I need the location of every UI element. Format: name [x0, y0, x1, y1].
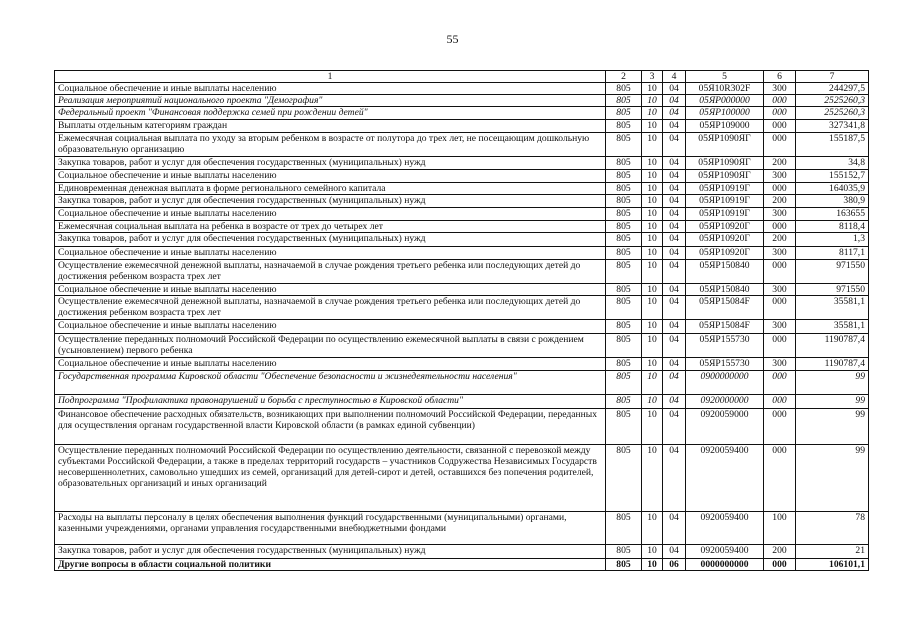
- row-name-cell: Единовременная денежная выплата в форме регионального семейного капитала: [55, 183, 606, 195]
- dept-code-cell: 805: [606, 545, 642, 559]
- dept-code-cell: 805: [606, 120, 642, 133]
- row-name-cell: Социальное обеспечение и иные выплаты населению: [55, 284, 606, 296]
- section-code-cell: 10: [642, 260, 663, 284]
- amount-cell: 106101,1: [796, 559, 869, 571]
- table-row: [55, 559, 869, 571]
- expense-type-cell: 300: [764, 320, 796, 334]
- expense-type-cell: 000: [764, 409, 796, 445]
- dept-code-cell: 805: [606, 247, 642, 260]
- table-row: [55, 334, 869, 358]
- amount-cell: 35581,1: [796, 320, 869, 334]
- subsection-code-cell: 04: [663, 260, 686, 284]
- subsection-code-cell: 04: [663, 120, 686, 133]
- amount-cell: 99: [796, 395, 869, 409]
- target-article-cell: 05ЯP10920Г: [686, 221, 764, 233]
- header-cell: 4: [663, 71, 686, 83]
- section-code-cell: 10: [642, 320, 663, 334]
- target-article-cell: 0920059400: [686, 445, 764, 512]
- amount-cell: 99: [796, 409, 869, 445]
- subsection-code-cell: 04: [663, 358, 686, 371]
- target-article-cell: 05ЯP1090ЯГ: [686, 133, 764, 157]
- amount-cell: 971550: [796, 284, 869, 296]
- expense-type-cell: 300: [764, 208, 796, 221]
- subsection-code-cell: 04: [663, 247, 686, 260]
- target-article-cell: 05ЯP1090ЯГ: [686, 170, 764, 183]
- header-cell: 1: [55, 71, 606, 83]
- subsection-code-cell: 06: [663, 559, 686, 571]
- row-name-cell: Расходы на выплаты персоналу в целях обеспечения выполнения функций государственными (муниципальными) органами, казенными учреждениями, органами управления государственными внебюджетными фондами: [55, 512, 606, 545]
- target-article-cell: 05ЯP155730: [686, 334, 764, 358]
- section-code-cell: 10: [642, 296, 663, 320]
- row-name-cell: Закупка товаров, работ и услуг для обеспечения государственных (муниципальных) нужд: [55, 195, 606, 208]
- section-code-cell: 10: [642, 157, 663, 170]
- subsection-code-cell: 04: [663, 409, 686, 445]
- subsection-code-cell: 04: [663, 445, 686, 512]
- target-article-cell: 05ЯP10919Г: [686, 195, 764, 208]
- dept-code-cell: 805: [606, 107, 642, 120]
- target-article-cell: 05Я10R302F: [686, 83, 764, 95]
- target-article-cell: 0000000000: [686, 559, 764, 571]
- row-name-cell: Подпрограмма "Профилактика правонарушений и борьба с преступностью в Кировской области": [55, 395, 606, 409]
- target-article-cell: 05ЯP10920Г: [686, 247, 764, 260]
- expense-type-cell: 000: [764, 107, 796, 120]
- target-article-cell: 05ЯP10919Г: [686, 208, 764, 221]
- expense-type-cell: 300: [764, 358, 796, 371]
- section-code-cell: 10: [642, 95, 663, 107]
- amount-cell: 1190787,4: [796, 358, 869, 371]
- table-row: [55, 284, 869, 296]
- amount-cell: 35581,1: [796, 296, 869, 320]
- row-name-cell: Выплаты отдельным категориям граждан: [55, 120, 606, 133]
- subsection-code-cell: 04: [663, 221, 686, 233]
- table-row: [55, 157, 869, 170]
- amount-cell: 163655: [796, 208, 869, 221]
- row-name-cell: Осуществление переданных полномочий Российской Федерации по осуществлению ежемесячной выплаты в связи с рождением (усыновлением) первого ребенка: [55, 334, 606, 358]
- expense-type-cell: 300: [764, 247, 796, 260]
- target-article-cell: 05ЯP10920Г: [686, 233, 764, 247]
- dept-code-cell: 805: [606, 83, 642, 95]
- subsection-code-cell: 04: [663, 83, 686, 95]
- target-article-cell: 05ЯP150840: [686, 284, 764, 296]
- header-cell: 2: [606, 71, 642, 83]
- row-name-cell: Социальное обеспечение и иные выплаты населению: [55, 170, 606, 183]
- row-name-cell: Социальное обеспечение и иные выплаты населению: [55, 320, 606, 334]
- dept-code-cell: 805: [606, 320, 642, 334]
- section-code-cell: 10: [642, 512, 663, 545]
- target-article-cell: 0920059000: [686, 409, 764, 445]
- target-article-cell: 05ЯP000000: [686, 95, 764, 107]
- subsection-code-cell: 04: [663, 320, 686, 334]
- expense-type-cell: 300: [764, 170, 796, 183]
- amount-cell: 8117,1: [796, 247, 869, 260]
- section-code-cell: 10: [642, 545, 663, 559]
- amount-cell: 1,3: [796, 233, 869, 247]
- section-code-cell: 10: [642, 170, 663, 183]
- table-row: [55, 208, 869, 221]
- dept-code-cell: 805: [606, 133, 642, 157]
- row-name-cell: Государственная программа Кировской области "Обеспечение безопасности и жизнедеятельности населения": [55, 371, 606, 395]
- subsection-code-cell: 04: [663, 512, 686, 545]
- expense-type-cell: 000: [764, 559, 796, 571]
- header-cell: 7: [796, 71, 869, 83]
- row-name-cell: Ежемесячная социальная выплата на ребенка в возрасте от трех до четырех лет: [55, 221, 606, 233]
- row-name-cell: Социальное обеспечение и иные выплаты населению: [55, 247, 606, 260]
- subsection-code-cell: 04: [663, 233, 686, 247]
- section-code-cell: 10: [642, 247, 663, 260]
- row-name-cell: Закупка товаров, работ и услуг для обеспечения государственных (муниципальных) нужд: [55, 157, 606, 170]
- subsection-code-cell: 04: [663, 183, 686, 195]
- section-code-cell: 10: [642, 358, 663, 371]
- expense-type-cell: 300: [764, 83, 796, 95]
- amount-cell: 155152,7: [796, 170, 869, 183]
- target-article-cell: 05ЯP15084F: [686, 296, 764, 320]
- row-name-cell: Осуществление ежемесячной денежной выплаты, назначаемой в случае рождения третьего ребенка или последующих детей до достижения ребенком возраста трех лет: [55, 260, 606, 284]
- target-article-cell: 0920059400: [686, 545, 764, 559]
- expense-type-cell: 200: [764, 195, 796, 208]
- table-row: [55, 358, 869, 371]
- amount-cell: 99: [796, 371, 869, 395]
- dept-code-cell: 805: [606, 233, 642, 247]
- section-code-cell: 10: [642, 445, 663, 512]
- table-row: [55, 395, 869, 409]
- table-row: [55, 170, 869, 183]
- expense-type-cell: 000: [764, 334, 796, 358]
- section-code-cell: 10: [642, 233, 663, 247]
- subsection-code-cell: 04: [663, 296, 686, 320]
- dept-code-cell: 805: [606, 371, 642, 395]
- target-article-cell: 0920059400: [686, 512, 764, 545]
- table-row: [55, 95, 869, 107]
- dept-code-cell: 805: [606, 559, 642, 571]
- section-code-cell: 10: [642, 208, 663, 221]
- table-row: [55, 120, 869, 133]
- dept-code-cell: 805: [606, 195, 642, 208]
- table-row: [55, 296, 869, 320]
- expense-type-cell: 000: [764, 395, 796, 409]
- row-name-cell: Закупка товаров, работ и услуг для обеспечения государственных (муниципальных) нужд: [55, 233, 606, 247]
- amount-cell: 78: [796, 512, 869, 545]
- table-row: [55, 371, 869, 395]
- section-code-cell: 10: [642, 559, 663, 571]
- row-name-cell: Финансовое обеспечение расходных обязательств, возникающих при выполнении полномочий Российской Федерации, переданных для осуществления органам государственной власти Кировской области (в рамках единой субвенции): [55, 409, 606, 445]
- target-article-cell: 05ЯP1090ЯГ: [686, 157, 764, 170]
- table-row: [55, 320, 869, 334]
- target-article-cell: 0920000000: [686, 395, 764, 409]
- target-article-cell: 05ЯP100000: [686, 107, 764, 120]
- table-row: [55, 512, 869, 545]
- header-cell: 5: [686, 71, 764, 83]
- expense-type-cell: 000: [764, 445, 796, 512]
- expense-type-cell: 000: [764, 120, 796, 133]
- amount-cell: 1190787,4: [796, 334, 869, 358]
- header-cell: 3: [642, 71, 663, 83]
- section-code-cell: 10: [642, 107, 663, 120]
- subsection-code-cell: 04: [663, 545, 686, 559]
- expense-type-cell: 200: [764, 545, 796, 559]
- row-name-cell: Осуществление ежемесячной денежной выплаты, назначаемой в случае рождения третьего ребенка или последующих детей до достижения ребенком возраста трех лет: [55, 296, 606, 320]
- subsection-code-cell: 04: [663, 371, 686, 395]
- dept-code-cell: 805: [606, 284, 642, 296]
- table-row: [55, 260, 869, 284]
- budget-table: [54, 70, 869, 571]
- dept-code-cell: 805: [606, 95, 642, 107]
- subsection-code-cell: 04: [663, 334, 686, 358]
- amount-cell: 155187,5: [796, 133, 869, 157]
- section-code-cell: 10: [642, 284, 663, 296]
- section-code-cell: 10: [642, 395, 663, 409]
- amount-cell: 2525260,3: [796, 107, 869, 120]
- target-article-cell: 0900000000: [686, 371, 764, 395]
- expense-type-cell: 000: [764, 95, 796, 107]
- dept-code-cell: 805: [606, 296, 642, 320]
- dept-code-cell: 805: [606, 512, 642, 545]
- section-code-cell: 10: [642, 334, 663, 358]
- row-name-cell: Социальное обеспечение и иные выплаты населению: [55, 83, 606, 95]
- amount-cell: 164035,9: [796, 183, 869, 195]
- row-name-cell: Федеральный проект "Финансовая поддержка семей при рождении детей": [55, 107, 606, 120]
- dept-code-cell: 805: [606, 395, 642, 409]
- row-name-cell: Социальное обеспечение и иные выплаты населению: [55, 208, 606, 221]
- dept-code-cell: 805: [606, 358, 642, 371]
- expense-type-cell: 200: [764, 157, 796, 170]
- table-row: [55, 445, 869, 512]
- row-name-cell: Социальное обеспечение и иные выплаты населению: [55, 358, 606, 371]
- dept-code-cell: 805: [606, 445, 642, 512]
- row-name-cell: Закупка товаров, работ и услуг для обеспечения государственных (муниципальных) нужд: [55, 545, 606, 559]
- dept-code-cell: 805: [606, 334, 642, 358]
- table-row: [55, 221, 869, 233]
- header-cell: 6: [764, 71, 796, 83]
- subsection-code-cell: 04: [663, 395, 686, 409]
- target-article-cell: 05ЯP155730: [686, 358, 764, 371]
- dept-code-cell: 805: [606, 157, 642, 170]
- dept-code-cell: 805: [606, 170, 642, 183]
- table-row: [55, 83, 869, 95]
- dept-code-cell: 805: [606, 208, 642, 221]
- row-name-cell: Реализация мероприятий национального проекта "Демография": [55, 95, 606, 107]
- section-code-cell: 10: [642, 195, 663, 208]
- dept-code-cell: 805: [606, 183, 642, 195]
- amount-cell: 244297,5: [796, 83, 869, 95]
- table-row: [55, 195, 869, 208]
- table-row: [55, 183, 869, 195]
- row-name-cell: Осуществление переданных полномочий Российской Федерации по осуществлению деятельности, связанной с перевозкой между субъектами Российской Федерации, а также в пределах территорий государств – участников Содружества Независимых Государств несовершеннолетних, самовольно ушедших из семей, организаций для детей-сирот и детей, оставшихся без попечения родителей, образовательных организаций и иных организаций: [55, 445, 606, 512]
- header-row: [55, 71, 869, 83]
- subsection-code-cell: 04: [663, 95, 686, 107]
- table-row: [55, 133, 869, 157]
- expense-type-cell: 000: [764, 133, 796, 157]
- amount-cell: 34,8: [796, 157, 869, 170]
- dept-code-cell: 805: [606, 260, 642, 284]
- subsection-code-cell: 04: [663, 107, 686, 120]
- section-code-cell: 10: [642, 371, 663, 395]
- amount-cell: 21: [796, 545, 869, 559]
- table-row: [55, 409, 869, 445]
- amount-cell: 2525260,3: [796, 95, 869, 107]
- amount-cell: 971550: [796, 260, 869, 284]
- expense-type-cell: 100: [764, 512, 796, 545]
- dept-code-cell: 805: [606, 221, 642, 233]
- expense-type-cell: 000: [764, 371, 796, 395]
- section-code-cell: 10: [642, 83, 663, 95]
- amount-cell: 8118,4: [796, 221, 869, 233]
- page-number: 55: [446, 32, 459, 46]
- target-article-cell: 05ЯP10919Г: [686, 183, 764, 195]
- subsection-code-cell: 04: [663, 208, 686, 221]
- subsection-code-cell: 04: [663, 284, 686, 296]
- expense-type-cell: 200: [764, 233, 796, 247]
- target-article-cell: 05ЯP109000: [686, 120, 764, 133]
- amount-cell: 99: [796, 445, 869, 512]
- subsection-code-cell: 04: [663, 133, 686, 157]
- row-name-cell: Другие вопросы в области социальной политики: [55, 559, 606, 571]
- expense-type-cell: 000: [764, 296, 796, 320]
- target-article-cell: 05ЯP15084F: [686, 320, 764, 334]
- row-name-cell: Ежемесячная социальная выплата по уходу за вторым ребенком в возрасте от полутора до трех лет, не посещающим дошкольную образовательную организацию: [55, 133, 606, 157]
- expense-type-cell: 000: [764, 183, 796, 195]
- amount-cell: 380,9: [796, 195, 869, 208]
- section-code-cell: 10: [642, 409, 663, 445]
- subsection-code-cell: 04: [663, 195, 686, 208]
- amount-cell: 327341,8: [796, 120, 869, 133]
- expense-type-cell: 000: [764, 260, 796, 284]
- target-article-cell: 05ЯP150840: [686, 260, 764, 284]
- section-code-cell: 10: [642, 120, 663, 133]
- subsection-code-cell: 04: [663, 170, 686, 183]
- table-row: [55, 107, 869, 120]
- subsection-code-cell: 04: [663, 157, 686, 170]
- dept-code-cell: 805: [606, 409, 642, 445]
- expense-type-cell: 300: [764, 284, 796, 296]
- table-row: [55, 545, 869, 559]
- expense-type-cell: 000: [764, 221, 796, 233]
- table-row: [55, 233, 869, 247]
- table-row: [55, 247, 869, 260]
- section-code-cell: 10: [642, 221, 663, 233]
- section-code-cell: 10: [642, 133, 663, 157]
- section-code-cell: 10: [642, 183, 663, 195]
